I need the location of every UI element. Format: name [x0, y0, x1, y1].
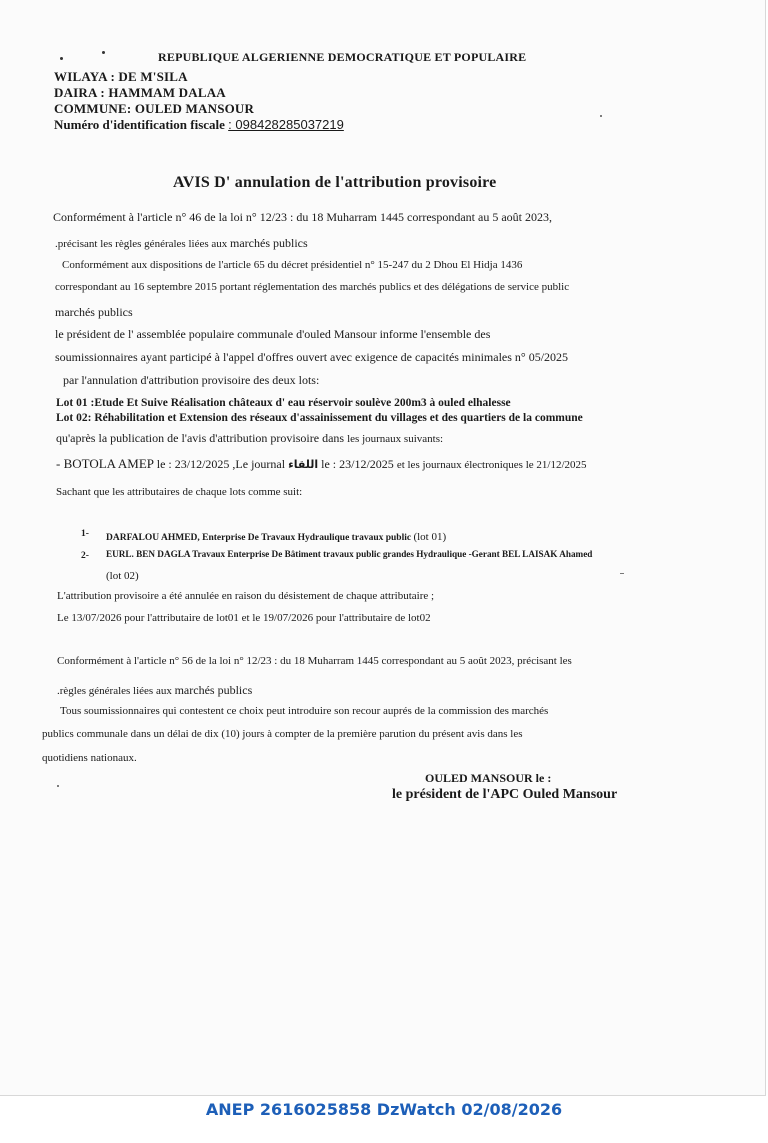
annulation-reason: L'attribution provisoire a été annulée en raison du désistement de chaque attributaire ;: [57, 590, 435, 602]
signature-signer: le président de l'APC Ouled Mansour: [392, 787, 618, 802]
list-item-2-number: 2-: [81, 551, 89, 561]
list-item-1-number: 1-: [81, 529, 89, 539]
appeal-rights-cont: publics communale dans un délai de dix (10) jours à compter de la première parution du présent avis dans les: [42, 728, 523, 740]
scan-speck: [102, 51, 105, 54]
list-item-1: [106, 527, 446, 545]
text-fragment: marchés publics: [230, 236, 308, 250]
arabic-newspaper-name: اللقاء: [288, 458, 319, 471]
commune-line: COMMUNE: OULED MANSOUR: [54, 101, 255, 116]
text-fragment: (lot 01): [413, 531, 447, 543]
wilaya-line: WILAYA : DE M'SILA: [54, 69, 188, 84]
text-fragment: le : 23/12/2025: [318, 457, 397, 471]
signature-place: OULED MANSOUR le :: [425, 771, 552, 785]
text-fragment: DARFALOU AHMED, Enterprise De Travaux Hydraulique travaux public: [106, 533, 414, 543]
tender-reference: soumissionnaires ayant participé à l'appel d'offres ouvert avec exigence de capacités minimales n° 05/2025: [55, 350, 569, 364]
legal-reference-2-cont: correspondant au 16 septembre 2015 portant réglementation des marchés publics et des délégations de service public: [55, 281, 570, 293]
text-fragment: et les journaux électroniques le 21/12/2025: [396, 459, 587, 471]
legal-reference-3-cont: [57, 681, 252, 699]
legal-reference-1-cont: [55, 234, 308, 252]
footer-reference: ANEP 2616025858 DzWatch 02/08/2026: [205, 1100, 563, 1119]
legal-reference-1: Conformément à l'article n° 46 de la loi n° 12/23 : du 18 Muharram 1445 correspondant au 5 août 2023,: [53, 210, 552, 224]
withdrawal-dates: Le 13/07/2026 pour l'attributaire de lot01 et le 19/07/2026 pour l'attributaire de lot02: [57, 612, 431, 624]
text-fragment: les journaux suivants:: [347, 433, 444, 445]
text-fragment: .précisant les règles générales liées aux: [55, 238, 231, 250]
lot-02: Lot 02: Réhabilitation et Extension des réseaux d'assainissement du villages et des quartiers de la commune: [56, 412, 583, 424]
scan-speck: [600, 115, 602, 117]
legal-reference-3: Conformément à l'article n° 56 de la loi n° 12/23 : du 18 Muharram 1445 correspondant au 5 août 2023, précisant les: [57, 655, 572, 667]
daira-line: DAIRA : HAMMAM DALAA: [54, 85, 226, 100]
attributaires-intro: Sachant que les attributaires de chaque lots comme suit:: [56, 486, 303, 498]
nif-label: Numéro d'identification fiscale: [54, 117, 229, 132]
publication-note: [56, 429, 443, 447]
lot-01: Lot 01 :Etude Et Suive Réalisation châteaux d' eau réservoir soulève 200m3 à ouled elhalesse: [56, 397, 511, 409]
scan-speck: [57, 785, 59, 787]
legal-reference-2: Conformément aux dispositions de l'article 65 du décret présidentiel n° 15-247 du 2 Dhou El Hidja 1436: [62, 259, 523, 271]
text-fragment: - BOTOLA AMEP: [56, 456, 157, 471]
president-informs: le président de l' assemblée populaire communale d'ouled Mansour informe l'ensemble des: [55, 327, 491, 341]
nif-line: [54, 117, 344, 133]
annulation-statement: par l'annulation d'attribution provisoire des deux lots:: [63, 373, 320, 387]
list-item-2: EURL. BEN DAGLA Travaux Enterprise De Bâtiment travaux public grandes Hydraulique -Gerant BEL LAISAK Ahamed: [106, 549, 593, 559]
legal-reference-2-end: marchés publics: [55, 305, 133, 319]
text-fragment: marchés publics: [174, 683, 253, 697]
republic-heading: REPUBLIQUE ALGERIENNE DEMOCRATIQUE ET POPULAIRE: [158, 50, 527, 64]
scan-speck: [60, 57, 63, 60]
text-fragment: qu'après la publication de l'avis d'attribution provisoire dans: [56, 431, 348, 445]
list-item-2-lot: (lot 02): [106, 570, 139, 582]
appeal-rights-end: quotidiens nationaux.: [42, 752, 137, 764]
appeal-rights: Tous soumissionnaires qui contestent ce choix peut introduire son recour auprés de la commission des marchés: [60, 705, 549, 717]
notice-title: AVIS D' annulation de l'attribution provisoire: [173, 174, 497, 191]
scan-speck: [620, 573, 624, 574]
press-publications: [56, 455, 587, 473]
text-fragment: le : 23/12/2025 ,Le journal: [156, 457, 289, 471]
text-fragment: .règles générales liées aux: [57, 685, 175, 697]
nif-value: : 098428285037219: [228, 117, 344, 132]
